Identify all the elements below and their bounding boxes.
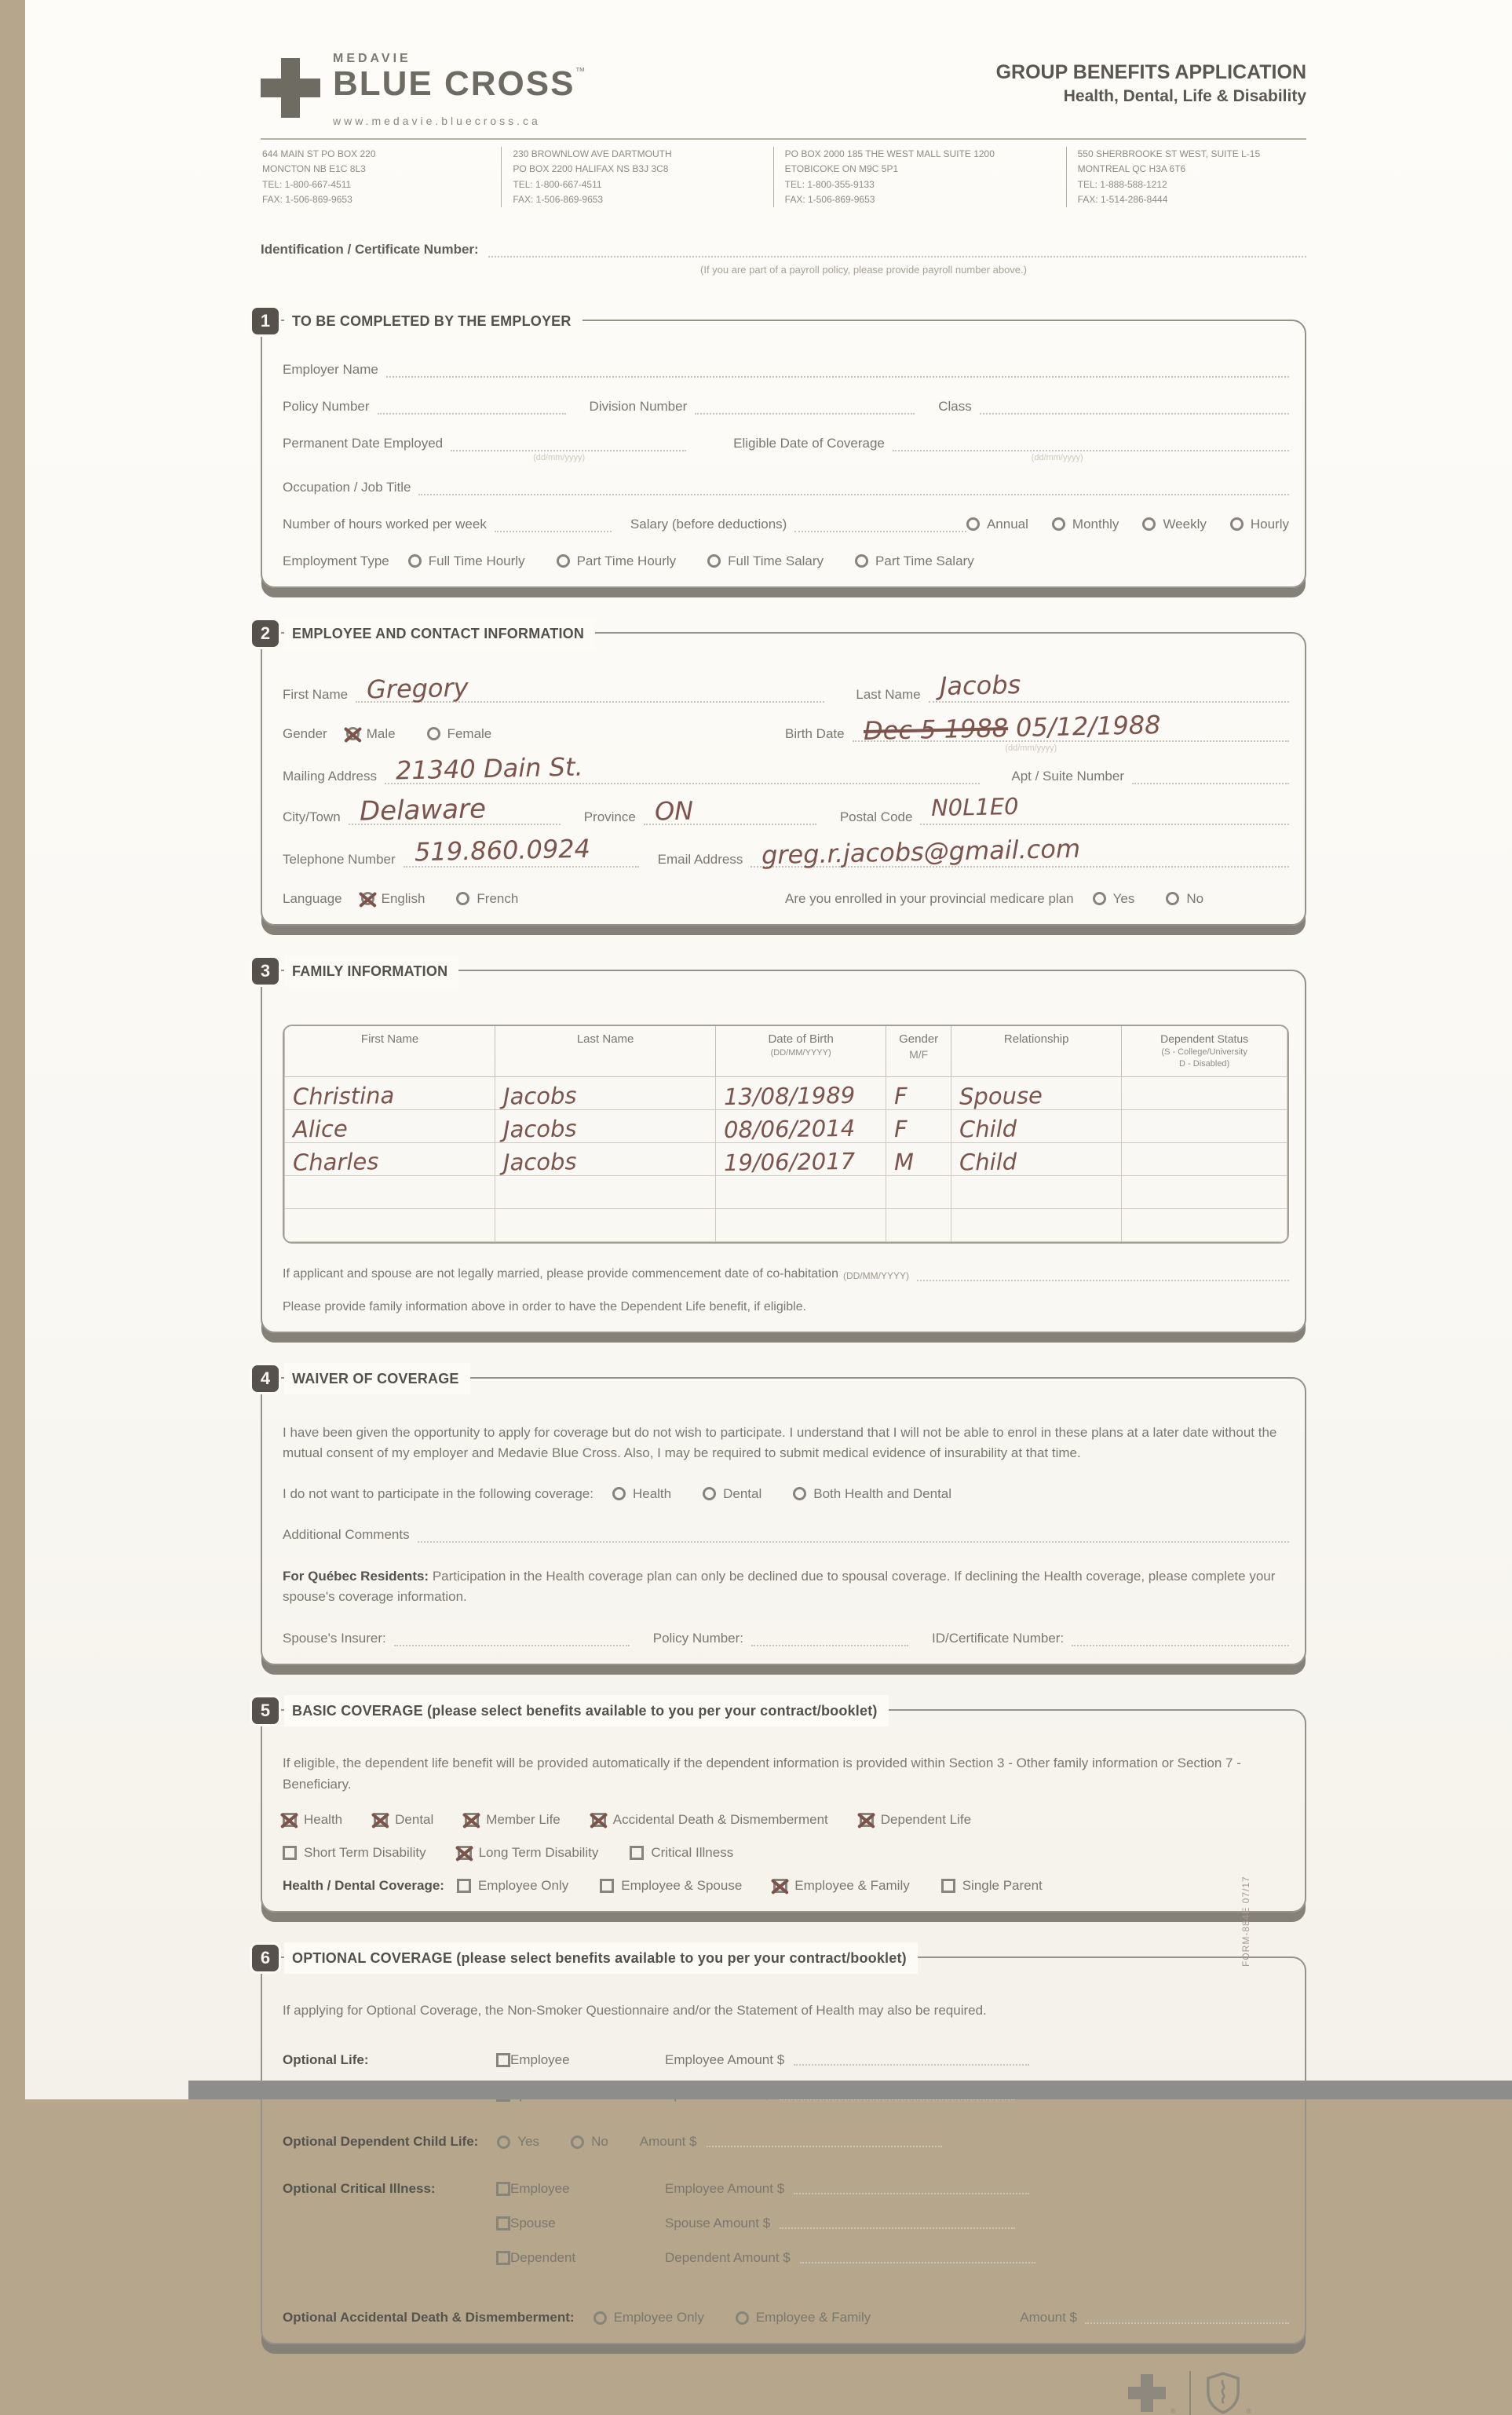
coverage-std: Short Term Disability <box>283 1845 426 1861</box>
quebec-residents-lead: For Québec Residents: <box>283 1568 429 1584</box>
checkbox-short-term-disability <box>283 1846 297 1860</box>
salary-freq-annual: Annual <box>966 517 1028 532</box>
birth-date-label: Birth Date <box>785 725 845 741</box>
permanent-date-label: Permanent Date Employed <box>283 435 444 451</box>
section-employee-contact <box>260 623 1306 926</box>
email-label: Email Address <box>657 851 743 867</box>
medicare-question: Are you enrolled in your provincial medicare plan <box>785 890 1074 906</box>
handwritten-first-name: Gregory <box>366 672 469 705</box>
spouse-insurer-line <box>394 1635 630 1646</box>
radio-add-employee-only <box>593 2311 607 2325</box>
optional-coverage-intro: If applying for Optional Coverage, the Non-Smoker Questionnaire and/or the Statement of Health may also be required. <box>283 2003 987 2018</box>
division-number-label: Division Number <box>589 398 688 414</box>
header-dependent-status: Dependent Status (S - College/University D - Disabled) <box>1122 1026 1287 1077</box>
quebec-residents-note: For Québec Residents: Participation in the Health coverage plan can only be declined due to spousal coverage. If declining the Health coverage, please complete your spouse's coverage information. <box>283 1568 1276 1604</box>
handwritten-cell: Spouse <box>959 1082 1043 1110</box>
footer-divider <box>1189 2371 1191 2415</box>
waiver-policy-number-label: Policy Number: <box>652 1631 744 1646</box>
language-english-option: English <box>361 891 425 907</box>
waiver-policy-number-line <box>751 1635 908 1646</box>
section-family-information <box>260 960 1306 1333</box>
handwritten-cell: 08/06/2014 <box>723 1114 856 1144</box>
medicare-yes-option: Yes <box>1093 891 1135 907</box>
coverage-critical-illness: Critical Illness <box>630 1845 733 1861</box>
checkbox-ci-dependent <box>496 2251 510 2265</box>
family-row-2 <box>285 1109 1287 1142</box>
radio-part-time-salary <box>855 554 868 568</box>
checkbox-employee-spouse <box>600 1879 614 1893</box>
class-line <box>980 403 1289 415</box>
handwritten-city: Delaware <box>359 793 487 828</box>
radio-hourly <box>1230 517 1244 531</box>
section4-title: WAIVER OF COVERAGE <box>284 1363 470 1394</box>
occupation-line <box>418 484 1289 495</box>
identification-row <box>261 242 1306 258</box>
checkbox-accidental-death <box>592 1813 606 1827</box>
add-employee-family: Employee & Family <box>736 2310 871 2325</box>
handwritten-telephone: 519.860.0924 <box>414 833 590 868</box>
employment-part-time-hourly: Part Time Hourly <box>557 554 677 569</box>
additional-comments-label: Additional Comments <box>283 1526 410 1542</box>
cohabitation-line <box>917 1270 1289 1281</box>
brand-website: www.medavie.bluecross.ca <box>333 115 541 128</box>
coverage-dependent-life: Dependent Life <box>860 1812 971 1828</box>
section5-title: BASIC COVERAGE (please select benefits available to you per your contract/booklet) <box>284 1695 889 1726</box>
section3-header <box>250 955 458 987</box>
child-life-amount-label: Amount $ <box>639 2134 697 2150</box>
decline-both-option: Both Health and Dental <box>793 1486 951 1502</box>
health-dental-coverage-label: Health / Dental Coverage: <box>283 1878 444 1893</box>
handwritten-cell: 13/08/1989 <box>723 1081 856 1111</box>
class-label: Class <box>938 398 972 414</box>
checkbox-ci-employee <box>496 2182 510 2196</box>
child-life-no: No <box>571 2134 608 2150</box>
hd-employee-family: Employee & Family <box>773 1878 909 1894</box>
section-basic-coverage <box>260 1701 1306 1913</box>
radio-male <box>346 727 360 740</box>
handwritten-cell: Charles <box>292 1148 379 1176</box>
decline-coverage-label: I do not want to participate in the following coverage: <box>283 1485 593 1501</box>
handwritten-cell: 19/06/2017 <box>723 1147 856 1177</box>
checkbox-member-life <box>465 1813 479 1827</box>
basic-coverage-row1 <box>283 1812 1289 1828</box>
section6-header <box>250 1942 918 1974</box>
form-code-vertical: FORM-884E 07/17 <box>1240 1876 1251 1967</box>
office-montreal: 550 SHERBROOKE ST WEST, SUITE L-15 MONTREAL QC H3A 6T6 TEL: 1-888-588-1212 FAX: 1-514-286-8444 <box>1066 147 1306 207</box>
hours-line <box>495 521 612 532</box>
identification-note: (If you are part of a payroll policy, please provide payroll number above.) <box>700 263 1027 276</box>
coverage-health: Health <box>283 1812 342 1828</box>
salary-freq-weekly: Weekly <box>1142 517 1206 532</box>
handwritten-cell: Christina <box>292 1082 395 1110</box>
family-row-5 <box>285 1208 1287 1241</box>
section6-number-badge: 6 <box>250 1942 281 1974</box>
checkbox-single-parent <box>941 1879 955 1893</box>
section6-title: OPTIONAL COVERAGE (please select benefits available to you per your contract/booklet) <box>284 1942 918 1974</box>
ci-spouse: Spouse <box>496 2216 665 2231</box>
handwritten-cell: F <box>893 1115 908 1143</box>
scan-bottom-edge <box>188 2081 1512 2099</box>
section2-title: EMPLOYEE AND CONTACT INFORMATION <box>284 618 595 649</box>
identification-label: Identification / Certificate Number: <box>261 241 479 257</box>
add-employee-only: Employee Only <box>593 2310 704 2325</box>
date-format-hint: (dd/mm/yyyy) <box>1031 452 1083 462</box>
checkbox-ci-spouse <box>496 2216 510 2230</box>
radio-medicare-no <box>1166 892 1179 905</box>
section-waiver-of-coverage <box>260 1368 1306 1665</box>
employment-part-time-salary: Part Time Salary <box>855 554 974 569</box>
family-row-1 <box>285 1076 1287 1109</box>
section1-header <box>250 305 583 337</box>
optional-life-employee-amount-label: Employee Amount $ <box>665 2052 785 2068</box>
employer-name-line <box>386 366 1289 378</box>
medicare-no-option: No <box>1166 891 1203 907</box>
section-optional-coverage <box>260 1948 1306 2344</box>
optional-life-label: Optional Life: <box>283 2052 369 2068</box>
basic-coverage-intro: If eligible, the dependent life benefit will be provided automatically if the dependent information is provided within Section 3 - Other family information or Section 7 - Beneficiary. <box>283 1756 1241 1792</box>
gender-label: Gender <box>283 725 327 741</box>
ci-employee-amount-label: Employee Amount $ <box>665 2181 785 2197</box>
checkbox-health <box>283 1813 297 1827</box>
province-line <box>644 795 816 827</box>
ci-employee-amount-line <box>794 2183 1029 2194</box>
handwritten-cell: Jacobs <box>502 1082 577 1110</box>
header-relationship: Relationship <box>951 1026 1122 1077</box>
blue-shield-icon <box>1205 2371 1241 2415</box>
handwritten-cell: Child <box>959 1148 1017 1176</box>
salary-freq-monthly: Monthly <box>1052 517 1119 532</box>
employer-name-label: Employer Name <box>283 361 378 377</box>
section1-number-badge: 1 <box>250 305 281 337</box>
decline-dental-option: Dental <box>703 1486 761 1502</box>
radio-add-employee-family <box>736 2311 749 2325</box>
permanent-date-line <box>451 440 686 462</box>
date-format-hint: (dd/mm/yyyy) <box>533 452 586 462</box>
handwritten-postal-code: N0L1E0 <box>931 792 1020 822</box>
city-label: City/Town <box>283 809 341 824</box>
checkbox-dental <box>374 1813 388 1827</box>
handwritten-cell: F <box>893 1082 908 1110</box>
first-name-line <box>356 672 824 705</box>
brand-text <box>333 52 586 127</box>
occupation-label: Occupation / Job Title <box>283 479 411 495</box>
first-name-label: First Name <box>283 686 349 702</box>
radio-annual <box>966 517 980 531</box>
section5-number-badge: 5 <box>250 1695 281 1726</box>
hd-employee-only: Employee Only <box>457 1878 568 1894</box>
section4-header <box>250 1363 470 1394</box>
coverage-add: Accidental Death & Dismemberment <box>592 1812 828 1828</box>
radio-full-time-salary <box>707 554 721 568</box>
family-table-header-row <box>285 1026 1287 1077</box>
trademark-symbol: ™ <box>575 65 587 77</box>
id-certificate-line <box>1072 1635 1289 1646</box>
eligible-date-line <box>893 440 1289 462</box>
optional-add-label: Optional Accidental Death & Dismemberment: <box>283 2310 575 2325</box>
waiver-paragraph: I have been given the opportunity to apply for coverage but do not wish to participate. I understand that I will not be able to enrol in these plans at a later date without the mutual consent of my employer and Medavie Blue Cross. Also, I may be required to submit medical evidence of insurability at that time. <box>283 1424 1277 1461</box>
decline-health-option: Health <box>612 1486 671 1502</box>
city-line <box>349 793 561 828</box>
coverage-member-life: Member Life <box>465 1812 560 1828</box>
language-label: Language <box>283 890 342 906</box>
apt-suite-line <box>1132 773 1289 784</box>
family-table-wrapper <box>283 1025 1289 1244</box>
cohabitation-note: If applicant and spouse are not legally married, please provide commencement date of co-habitation <box>283 1266 838 1281</box>
email-line <box>751 833 1289 871</box>
handwritten-cell: Alice <box>292 1115 348 1143</box>
section2-header <box>250 618 595 649</box>
basic-coverage-row2 <box>283 1845 1289 1861</box>
last-name-line <box>929 669 1289 703</box>
radio-medicare-yes <box>1093 892 1106 905</box>
form-title-line2: Health, Dental, Life & Disability <box>1063 87 1306 105</box>
registered-mark: ® <box>1246 2407 1251 2415</box>
province-label: Province <box>583 809 636 824</box>
handwritten-address: 21340 Dain St. <box>395 751 583 786</box>
birth-date-line <box>853 709 1289 753</box>
scanned-form-page <box>25 0 1512 2415</box>
form-header <box>261 0 1306 127</box>
handwritten-birth-date-struck: Dec 5 1988 <box>863 713 1009 746</box>
coverage-ltd: Long Term Disability <box>458 1845 599 1861</box>
ci-dependent-amount-line <box>800 2252 1035 2263</box>
section2-number-badge: 2 <box>250 618 281 649</box>
radio-decline-health <box>612 1487 626 1500</box>
ci-spouse-amount-line <box>780 2218 1015 2229</box>
checkbox-critical-illness <box>630 1846 644 1860</box>
ci-employee: Employee <box>496 2181 665 2197</box>
office-moncton: 644 MAIN ST PO BOX 220 MONCTON NB E1C 8L3 TEL: 1-800-667-4511 FAX: 1-506-869-9653 <box>262 148 376 205</box>
mailing-address-label: Mailing Address <box>283 768 378 784</box>
radio-english <box>361 892 374 905</box>
gender-group <box>283 726 785 742</box>
cohabitation-date-hint: (DD/MM/YYYY) <box>842 1270 909 1281</box>
postal-code-label: Postal Code <box>839 809 913 824</box>
handwritten-cell: Jacobs <box>502 1148 577 1176</box>
dependent-life-note: Please provide family information above in order to have the Dependent Life benefit, if eligible. <box>283 1299 807 1313</box>
employment-full-time-salary: Full Time Salary <box>707 554 824 569</box>
optional-child-life-label: Optional Dependent Child Life: <box>283 2134 479 2150</box>
header-first-name: First Name <box>285 1026 495 1077</box>
gender-female-option: Female <box>427 726 492 742</box>
checkbox-employee-family <box>773 1879 787 1893</box>
add-amount-label: Amount $ <box>1020 2310 1077 2325</box>
header-last-name: Last Name <box>495 1026 716 1077</box>
language-group <box>283 891 785 907</box>
checkbox-employee-only <box>457 1879 471 1893</box>
brand-name-large: BLUE CROSS™ <box>333 64 587 103</box>
gender-male-option: Male <box>346 726 396 742</box>
employment-full-time-hourly: Full Time Hourly <box>408 554 525 569</box>
header-date-of-birth: Date of Birth (DD/MM/YYYY) <box>716 1026 886 1077</box>
handwritten-birth-date-corrected: 05/12/1988 <box>1015 709 1161 743</box>
radio-part-time-hourly <box>557 554 570 568</box>
family-table <box>284 1026 1287 1242</box>
section3-number-badge: 3 <box>250 955 281 987</box>
additional-comments-line <box>418 1531 1289 1543</box>
blue-cross-footer-icon <box>1128 2374 1166 2412</box>
hd-single-parent: Single Parent <box>941 1878 1043 1894</box>
telephone-label: Telephone Number <box>283 851 396 867</box>
footer-logos <box>261 2371 1306 2415</box>
radio-weekly <box>1142 517 1156 531</box>
checkbox-dependent-life <box>860 1813 874 1827</box>
spouse-insurer-label: Spouse's Insurer: <box>283 1631 386 1646</box>
handwritten-cell: Jacobs <box>502 1115 577 1143</box>
language-french-option: French <box>456 891 518 907</box>
identification-line <box>488 245 1306 258</box>
policy-number-label: Policy Number <box>283 398 370 414</box>
ci-dependent: Dependent <box>496 2250 665 2266</box>
form-title <box>996 52 1306 106</box>
section3-title: FAMILY INFORMATION <box>284 955 458 987</box>
radio-full-time-hourly <box>408 554 422 568</box>
form-title-line1: GROUP BENEFITS APPLICATION <box>995 61 1306 83</box>
radio-child-life-no <box>571 2136 584 2149</box>
policy-number-line <box>378 403 566 415</box>
division-number-line <box>695 403 915 415</box>
handwritten-email: greg.r.jacobs@gmail.com <box>761 833 1081 871</box>
office-addresses <box>261 138 1306 207</box>
radio-decline-dental <box>703 1487 716 1500</box>
registered-mark: ® <box>1170 2407 1176 2415</box>
family-row-3 <box>285 1142 1287 1175</box>
hours-label: Number of hours worked per week <box>283 516 487 532</box>
mailing-address-line <box>385 751 980 786</box>
child-life-yes: Yes <box>497 2134 539 2150</box>
checkbox-long-term-disability <box>458 1846 472 1860</box>
family-row-4 <box>285 1175 1287 1208</box>
telephone-line <box>404 833 639 868</box>
radio-french <box>456 892 469 905</box>
handwritten-birth-date <box>863 709 1161 746</box>
radio-monthly <box>1052 517 1065 531</box>
apt-suite-label: Apt / Suite Number <box>1011 768 1124 784</box>
handwritten-cell: Child <box>959 1115 1017 1143</box>
section4-number-badge: 4 <box>250 1363 281 1394</box>
last-name-label: Last Name <box>856 686 921 702</box>
optional-life-employee-amount-line <box>794 2055 1029 2066</box>
radio-child-life-yes <box>497 2136 510 2149</box>
health-dental-coverage-row <box>283 1878 1289 1894</box>
optional-critical-illness-label: Optional Critical Illness: <box>283 2181 436 2197</box>
section-employer <box>260 310 1306 588</box>
salary-line <box>794 521 966 532</box>
salary-label: Salary (before deductions) <box>630 516 787 532</box>
birth-date-format-hint: (dd/mm/yyyy) <box>1005 743 1057 753</box>
radio-decline-both <box>793 1487 806 1500</box>
header-gender: Gender M/F <box>886 1026 951 1077</box>
child-life-amount-line <box>707 2136 942 2147</box>
add-amount-line <box>1085 2312 1289 2324</box>
office-etobicoke: PO BOX 2000 185 THE WEST MALL SUITE 1200 ETOBICOKE ON M9C 5P1 TEL: 1-800-355-9133 FAX: 1-506-869-9653 <box>773 147 1066 207</box>
office-halifax: 230 BROWNLOW AVE DARTMOUTH PO BOX 2200 HALIFAX NS B3J 3C8 TEL: 1-800-667-4511 FAX: 1-506-869-9653 <box>501 147 772 207</box>
section5-header <box>250 1695 889 1726</box>
handwritten-province: ON <box>654 795 694 827</box>
blue-cross-plus-icon <box>261 58 320 118</box>
brand-name-small: MEDAVIE <box>333 52 411 65</box>
handwritten-last-name: Jacobs <box>939 669 1021 702</box>
checkbox-optional-life-employee <box>496 2053 510 2067</box>
handwritten-cell: M <box>893 1148 915 1176</box>
ci-spouse-amount-label: Spouse Amount $ <box>665 2216 771 2231</box>
ci-dependent-amount-label: Dependent Amount $ <box>665 2250 791 2266</box>
hd-employee-spouse: Employee & Spouse <box>600 1878 742 1894</box>
brand-logo <box>261 52 586 127</box>
optional-life-employee: Employee <box>496 2052 665 2068</box>
form-content <box>261 0 1306 2415</box>
salary-freq-hourly: Hourly <box>1230 517 1289 532</box>
id-certificate-label: ID/Certificate Number: <box>932 1631 1065 1646</box>
employment-type-label: Employment Type <box>283 553 389 568</box>
section1-title: TO BE COMPLETED BY THE EMPLOYER <box>284 305 583 337</box>
eligible-date-label: Eligible Date of Coverage <box>733 435 885 451</box>
coverage-dental: Dental <box>374 1812 433 1828</box>
radio-female <box>427 727 440 740</box>
postal-code-line <box>920 792 1289 825</box>
